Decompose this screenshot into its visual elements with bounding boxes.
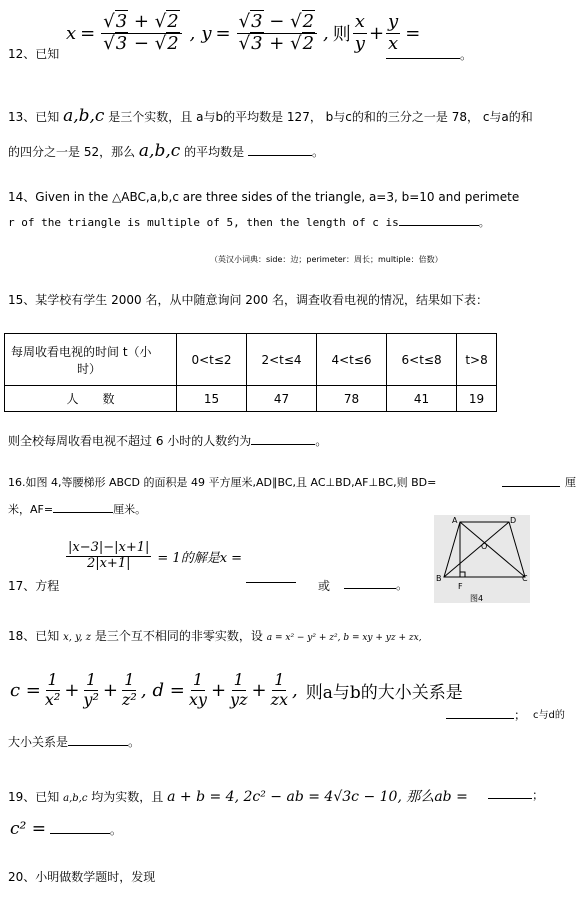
q18-line1: 18、已知 x, y, z 是三个互不相同的非零实数，设 a = x² − y² + z², b = xy + yz + zx,	[8, 629, 422, 643]
label-o: O	[481, 542, 488, 551]
q16-answer-af[interactable]	[53, 500, 113, 513]
q18-line4: 大小关系是 。	[8, 735, 141, 749]
q13-line1: 13、已知 a,b,c 是三个实数，且 a与b的平均数是 127， b与c的和的三分之一是 78， c与a的和	[8, 106, 533, 126]
label-d: D	[510, 516, 517, 525]
q12-x-var: x	[66, 22, 77, 44]
q17-answer1[interactable]	[246, 570, 296, 586]
label-b: B	[436, 574, 442, 583]
q12-y-over-x: $\frac{y}{x}$	[388, 10, 399, 54]
table-cell: 4<t≤6	[317, 334, 387, 386]
q13-vars: a,b,c	[63, 106, 105, 126]
table-row	[5, 334, 497, 386]
q12-number: 12、已知	[8, 47, 60, 61]
q15-text: 15、某学校有学生 2000 名，从中随意询问 200 名，调查收看电视的情况，结果如下表：	[8, 293, 488, 307]
q12-y-var: y	[201, 22, 212, 44]
q16-line1: 16.如图 4,等腰梯形 ABCD 的面积是 49 平方厘米,AD∥BC,且 AC⊥BD,AF⊥BC,则 BD=	[8, 476, 437, 489]
q15-after: 则全校每周收看电视不超过 6 小时的人数约为 。	[8, 434, 328, 448]
figure-caption: 图4	[470, 594, 484, 603]
q17-label: 17、方程	[8, 579, 60, 593]
q18-expressions: c = $\frac{1}{\text{x²}}$ + $\frac{1}{\text{y²}}$ + $\frac{1}{\text{z²}}$ , d = $\frac{1}{xy}$ + $\frac{1}{yz}$ + $\frac{1}{zx}$ , 则a与b的大小关系是	[10, 670, 463, 709]
q19-line2: c² = 。	[10, 819, 122, 839]
q13-answer[interactable]	[248, 143, 312, 156]
table-cell: 19	[457, 386, 497, 412]
table-cell: 78	[317, 386, 387, 412]
q12-answer[interactable]: 。	[386, 46, 472, 63]
q18-cd-label: c与d的	[533, 710, 565, 721]
trapezoid-diagram	[434, 515, 530, 603]
q18-answer1[interactable]: ；	[446, 706, 526, 723]
label-c: C	[522, 574, 528, 583]
q12-formula: x = $\frac{√3 + √2}{√3 - √2}$ , y = $\frac{√3 - √2}{√3 + √2}$ , 则 $\frac{x}{y}$ + $\frac{y}{x}$ =	[66, 10, 421, 54]
table-row-label: 人 数	[5, 386, 177, 412]
label-a: A	[452, 516, 458, 525]
q16-line2: 米，AF= 厘米。	[8, 500, 146, 517]
table-cell: 2<t≤4	[247, 334, 317, 386]
table-cell: 0<t≤2	[177, 334, 247, 386]
q12-x-fraction: $\frac{√3 + √2}{√3 - √2}$	[101, 12, 181, 54]
table-cell: 47	[247, 386, 317, 412]
table-header-label: 每周收看电视的时间 t（小 时）	[5, 334, 177, 386]
q19-line1: 19、已知 a,b,c 均为实数，且 a + b = 4, 2c² − ab = 4√3c − 10, 那么ab =	[8, 789, 468, 805]
table-cell: 41	[387, 386, 457, 412]
q14-line1: 14、Given in the △ABC,a,b,c are three sides of the triangle, a=3, b=10 and perimete	[8, 190, 520, 204]
survey-table	[4, 333, 497, 412]
q18-answer2[interactable]	[68, 733, 128, 746]
table-row	[5, 386, 497, 412]
q19-answer2[interactable]	[50, 821, 110, 834]
q13-line2: 的四分之一是 52，那么 a,b,c 的平均数是 。	[8, 141, 324, 161]
q12-x-over-y: $\frac{x}{y}$	[354, 10, 365, 54]
q17-or: 或	[318, 579, 331, 593]
q15-answer[interactable]	[251, 432, 315, 445]
q12-then: 则	[332, 24, 351, 45]
q20-text: 20、小明做数学题时，发现	[8, 870, 156, 884]
q19-answer1[interactable]: ；	[488, 786, 544, 803]
label-f: F	[458, 582, 463, 591]
q14-line2: r of the triangle is multiple of 5, then the length of c is 。	[8, 213, 490, 230]
trapezoid-figure	[434, 515, 530, 603]
q14-answer[interactable]	[399, 213, 479, 226]
q17-answer2[interactable]: 。	[344, 576, 408, 593]
q17-equation: $\frac{|x-3|-|x+1|}{2|x+1|}$ = 1的解是x =	[68, 540, 243, 571]
table-cell: t>8	[457, 334, 497, 386]
q14-glossary: （英汉小词典：side：边；perimeter：周长；multiple：倍数）	[210, 255, 443, 264]
q16-answer-bd[interactable]	[502, 474, 560, 490]
table-cell: 6<t≤8	[387, 334, 457, 386]
q16-unit: 厘	[565, 476, 576, 489]
q17-fraction: $\frac{|x-3|-|x+1|}{2|x+1|}$	[68, 540, 150, 571]
table-cell: 15	[177, 386, 247, 412]
q12-y-fraction: $\frac{√3 - √2}{√3 + √2}$	[237, 12, 317, 54]
